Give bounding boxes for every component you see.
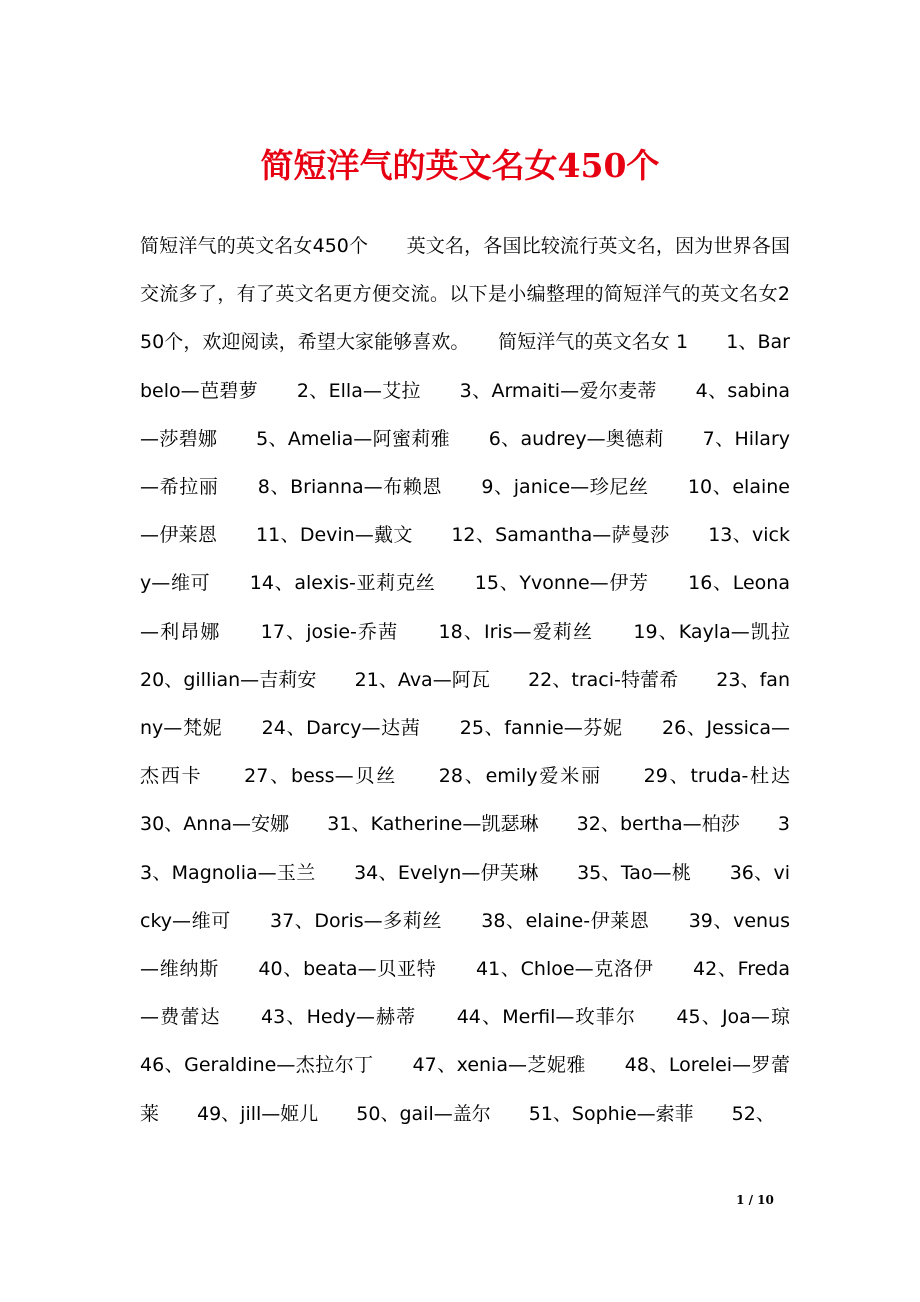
body-paragraph: 简短洋气的英文名女450个 英文名，各国比较流行英文名，因为世界各国交流多了，有了英文名更方便交流。以下是小编整理的简短洋气的英文名女250个，欢迎阅读，希望大家能够喜欢。 简短洋气的英文名女 1 1、Barbelo—芭碧萝 2、Ella—艾拉 3、Armaiti—爱尔麦蒂 4、sabina—莎碧娜 5、Amelia—阿蜜莉雅 6、audrey—奥德莉 7、Hilary—希拉丽 8、Brianna—布赖恩 9、janice—珍尼丝 10、elaine—伊莱恩 11、Devin—戴文 12、Samantha—萨曼莎 13、vicky—维可 14、alexis-亚莉克丝 15、Yvonne—伊芳 16、Leona—利昂娜 17、josie-乔茜 18、Iris—爱莉丝 19、Kayla—凯拉 20、gillian—吉莉安 21、Ava—阿瓦 22、traci-特蕾希 23、fanny—梵妮 24、Darcy—达茜 25、fannie—芬妮 26、Jessica—杰西卡 27、bess—贝丝 28、emily爱米丽 29、truda-杜达 30、Anna—安娜 31、Katherine—凯瑟琳 32、bertha—柏莎 33、Magnolia—玉兰 34、Evelyn—伊芙琳 35、Tao—桃 36、vicky—维可 37、Doris—多莉丝 38、elaine-伊莱恩 39、venus—维纳斯 40、beata—贝亚特 41、Chloe—克洛伊 42、Freda—费蕾达 43、Hedy—赫蒂 44、Merfil—玫菲尔 45、Joa—琼 46、Geraldine—杰拉尔丁 47、xenia—芝妮雅 48、Lorelei—罗蕾莱 49、jill—姬儿 50、gail—盖尔 51、Sophie—索菲 52、 [140, 235, 829, 1125]
document-title: 简短洋气的英文名女450个 [260, 146, 660, 185]
page-number: 1 / 10 [736, 1193, 774, 1207]
